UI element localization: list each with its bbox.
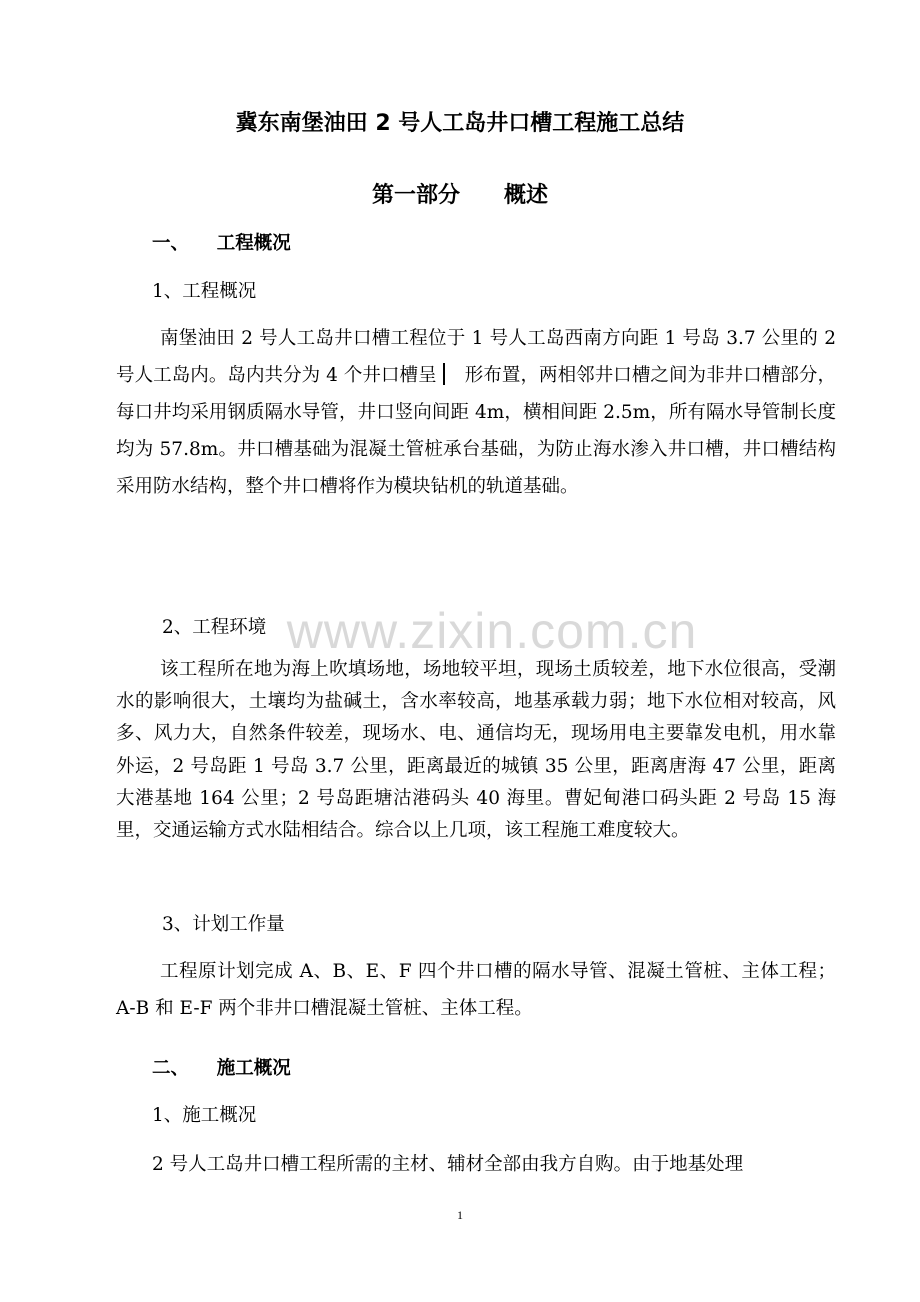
paragraph-text-part1: 南堡油田 2 号人工岛井口槽工程位于 1 号人工岛西南方向距 1 号岛 3.7 公里的 2 号人工岛内。岛内共分为 4 个井口槽呈: [116, 328, 836, 386]
page-number: 1: [457, 1208, 463, 1222]
paragraph-planned-workload: 工程原计划完成 A、B、E、F 四个井口槽的隔水导管、混凝土管桩、主体工程；A-B 和 E-F 两个非井口槽混凝土管桩、主体工程。: [116, 961, 836, 1019]
subsection-heading-environment: 2、工程环境: [162, 617, 267, 638]
subsection-heading-planned-workload: 3、计划工作量: [162, 914, 285, 935]
section-heading-construction: 二、 施工概况: [152, 1058, 291, 1079]
watermark: www.zixin.com.cn: [286, 603, 698, 659]
text-cursor: [443, 363, 445, 385]
section-heading-overview: 一、 工程概况: [152, 233, 291, 254]
document-title: 冀东南堡油田 2 号人工岛井口槽工程施工总结: [235, 111, 685, 136]
paragraph-text-part2: 形布置，两相邻井口槽之间为非井口槽部分，每口井均采用钢质隔水导管，井口竖向间距 4m，横相间距 2.5m，所有隔水导管制长度均为 57.8m。井口槽基础为混凝土管桩承台基础，为防止海水渗入井口槽，井口槽结构采用防水结构，整个井口槽将作为模块钻机的轨道基础。: [116, 365, 836, 497]
subsection-heading-construction-overview: 1、施工概况: [152, 1105, 257, 1126]
paragraph-construction-overview: 2 号人工岛井口槽工程所需的主材、辅材全部由我方自购。由于地基处理: [152, 1154, 744, 1175]
paragraph-environment: 该工程所在地为海上吹填场地，场地较平坦，现场土质较差，地下水位很高，受潮水的影响很大，土壤均为盐碱土，含水率较高，地基承载力弱；地下水位相对较高，风多、风力大，自然条件较差，现场水、电、通信均无，现场用电主要靠发电机，用水靠外运，2 号岛距 1 号岛 3.7 公里，距离最近的城镇 35 公里，距离唐海 47 公里，距离大港基地 164 公里；2 号岛距塘沽港码头 40 海里。曹妃甸港口码头距 2 号岛 15 海里，交通运输方式水陆相结合。综合以上几项，该工程施工难度较大。: [116, 659, 836, 842]
part-title: 第一部分 概述: [371, 183, 548, 208]
paragraph-project-overview: [116, 320, 836, 505]
subsection-heading-project-overview: 1、工程概况: [152, 281, 257, 302]
